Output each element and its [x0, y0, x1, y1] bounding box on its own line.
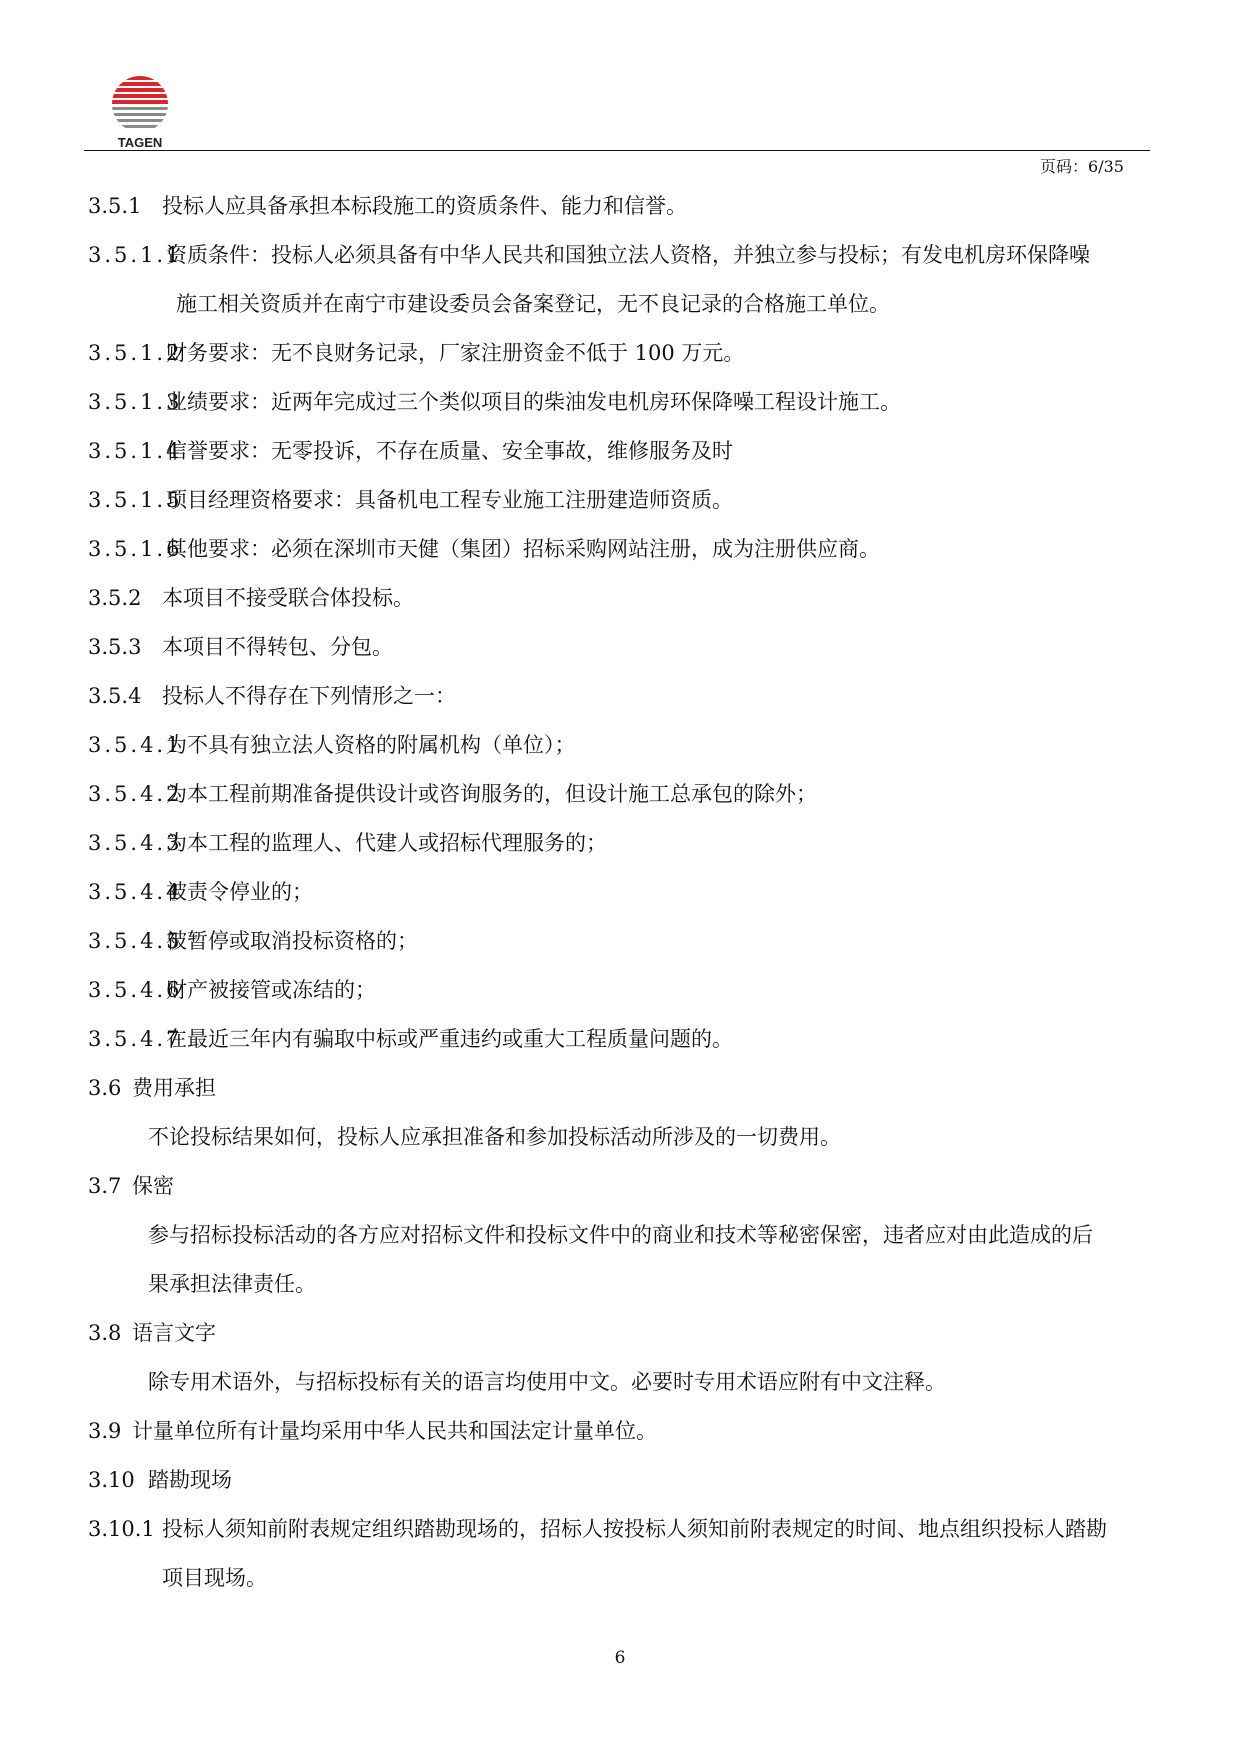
- clause-number: 3.5.4.2: [88, 782, 183, 806]
- clause-line: [88, 536, 880, 562]
- clause-text: 在最近三年内有骗取中标或严重违约或重大工程质量问题的。: [166, 1027, 733, 1051]
- clause-line: [88, 487, 733, 513]
- clause-number: 3.5.4.7: [88, 1027, 183, 1051]
- clause-line: [88, 389, 901, 415]
- page-code-value: 6/35: [1088, 157, 1124, 176]
- clause-line: [148, 1271, 316, 1297]
- clause-number: 3.5.1.6: [88, 537, 183, 561]
- clause-text: 财产被接管或冻结的；: [166, 978, 376, 1002]
- clause-text: 投标人须知前附表规定组织踏勘现场的，招标人按投标人须知前附表规定的时间、地点组织投标人踏勘: [162, 1517, 1107, 1541]
- clause-line: [88, 732, 576, 758]
- clause-number: 3.5.1.1: [88, 243, 183, 267]
- clause-text: 为不具有独立法人资格的附属机构（单位）；: [166, 733, 576, 757]
- clause-text: 保密: [132, 1174, 174, 1198]
- clause-line: [148, 1369, 946, 1395]
- clause-number: 3.10: [88, 1468, 135, 1492]
- clause-text: 本项目不接受联合体投标。: [162, 586, 414, 610]
- footer-page-number: 6: [614, 1648, 626, 1668]
- clause-number: 3.5.3: [88, 635, 142, 659]
- clause-line: [88, 781, 817, 807]
- clause-number: 3.5.4.3: [88, 831, 183, 855]
- clause-number: 3.5.1.3: [88, 390, 183, 414]
- clause-number: 3.5.1: [88, 194, 142, 218]
- clause-line: [88, 193, 687, 219]
- clause-number: 3.5.2: [88, 586, 142, 610]
- clause-text: 资质条件：投标人必须具备有中华人民共和国独立法人资格，并独立参与投标；有发电机房环保降噪: [166, 243, 1090, 267]
- clause-number: 3.5.1.4: [88, 439, 183, 463]
- clause-line: [176, 291, 890, 317]
- clause-number: 3.6: [88, 1076, 122, 1100]
- clause-line: [162, 1565, 267, 1591]
- clause-number: 3.5.4.4: [88, 880, 183, 904]
- page-code: [1040, 154, 1124, 177]
- section-heading: [88, 1418, 657, 1444]
- clause-text: 为本工程的监理人、代建人或招标代理服务的；: [166, 831, 607, 855]
- clause-number: 3.5.4: [88, 684, 142, 708]
- clause-number: 3.7: [88, 1174, 122, 1198]
- clause-text: 施工相关资质并在南宁市建设委员会备案登记，无不良记录的合格施工单位。: [176, 292, 890, 316]
- clause-text: 本项目不得转包、分包。: [162, 635, 393, 659]
- clause-line: [88, 977, 376, 1003]
- tagen-logo: [108, 76, 172, 152]
- clause-number: 3.10.1: [88, 1517, 155, 1541]
- clause-number: 3.5.4.5: [88, 929, 183, 953]
- clause-line: [88, 1026, 733, 1052]
- clause-text: 参与招标投标活动的各方应对招标文件和投标文件中的商业和技术等秘密保密，违者应对由此造成的后: [148, 1223, 1093, 1247]
- clause-text: 不论投标结果如何，投标人应承担准备和参加投标活动所涉及的一切费用。: [148, 1125, 841, 1149]
- clause-line: [88, 242, 1090, 268]
- clause-line: [148, 1222, 1093, 1248]
- clause-text: 其他要求：必须在深圳市天健（集团）招标采购网站注册，成为注册供应商。: [166, 537, 880, 561]
- clause-text: 被责令停业的；: [166, 880, 313, 904]
- clause-text: 项目经理资格要求：具备机电工程专业施工注册建造师资质。: [166, 488, 733, 512]
- clause-line: [88, 928, 418, 954]
- clause-line: [88, 683, 456, 709]
- clause-number: 3.5.1.5: [88, 488, 183, 512]
- logo-text: TAGEN: [117, 135, 163, 150]
- clause-text: 果承担法律责任。: [148, 1272, 316, 1296]
- clause-number: 3.5.4.6: [88, 978, 183, 1002]
- clause-text: 计量单位所有计量均采用中华人民共和国法定计量单位。: [132, 1419, 657, 1443]
- header-divider: [84, 150, 1150, 151]
- clause-line: [88, 634, 393, 660]
- clause-line: [88, 585, 414, 611]
- clause-text: 投标人不得存在下列情形之一：: [162, 684, 456, 708]
- section-heading: [88, 1467, 232, 1493]
- tagen-logo-icon: [108, 76, 172, 152]
- clause-line: [88, 1516, 1107, 1542]
- clause-text: 投标人应具备承担本标段施工的资质条件、能力和信誉。: [162, 194, 687, 218]
- clause-text: 为本工程前期准备提供设计或咨询服务的，但设计施工总承包的除外；: [166, 782, 817, 806]
- clause-text: 被暂停或取消投标资格的；: [166, 929, 418, 953]
- clause-text: 财务要求：无不良财务记录，厂家注册资金不低于 100 万元。: [166, 341, 745, 365]
- clause-number: 3.5.4.1: [88, 733, 183, 757]
- clause-text: 业绩要求：近两年完成过三个类似项目的柴油发电机房环保降噪工程设计施工。: [166, 390, 901, 414]
- section-heading: [88, 1320, 216, 1346]
- clause-line: [88, 879, 313, 905]
- clause-number: 3.9: [88, 1419, 122, 1443]
- clause-text: 项目现场。: [162, 1566, 267, 1590]
- clause-text: 语言文字: [132, 1321, 216, 1345]
- clause-text: 除专用术语外，与招标投标有关的语言均使用中文。必要时专用术语应附有中文注释。: [148, 1370, 946, 1394]
- clause-text: 踏勘现场: [148, 1468, 232, 1492]
- clause-line: [88, 438, 733, 464]
- clause-text: 费用承担: [132, 1076, 216, 1100]
- section-heading: [88, 1075, 216, 1101]
- clause-number: 3.5.1.2: [88, 341, 183, 365]
- clause-line: [148, 1124, 841, 1150]
- clause-line: [88, 340, 744, 366]
- section-heading: [88, 1173, 174, 1199]
- clause-number: 3.8: [88, 1321, 122, 1345]
- clause-text: 信誉要求：无零投诉，不存在质量、安全事故，维修服务及时: [166, 439, 733, 463]
- clause-line: [88, 830, 607, 856]
- page-code-label: 页码：: [1040, 157, 1089, 176]
